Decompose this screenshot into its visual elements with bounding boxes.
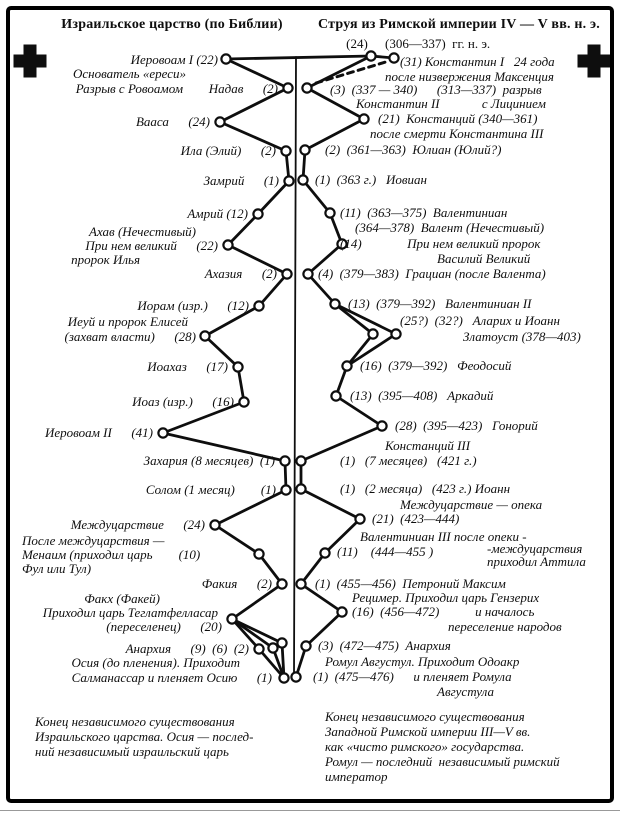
diagram-label: Приходил царь Теглатфелласар: [42, 605, 218, 620]
diagram-label: (31) Константин I 24 года: [400, 54, 555, 69]
diagram-label: Василий Великий: [437, 251, 531, 266]
diagram-label: Иоахаз (17): [147, 359, 228, 374]
edge-line: [226, 56, 371, 59]
diagram-label: Замрий (1): [203, 173, 279, 188]
diagram-label: как «чисто римского» государства.: [325, 739, 525, 754]
diagram-label: Ромул Августул. Приходит Одоакр: [325, 654, 520, 669]
reign-node-marker: [282, 269, 291, 278]
diagram-label: Надав (2): [208, 81, 278, 96]
diagram-label: Салманассар и пленяет Осию (1): [71, 670, 272, 685]
diagram-label: (306—337) гг. н. э.: [385, 36, 491, 51]
reign-node-marker: [281, 485, 290, 494]
diagram-label: Конец независимого существования: [35, 714, 235, 729]
reign-node-marker: [320, 548, 329, 557]
diagram-label: -междуцарствия: [487, 541, 583, 556]
diagram-label: после низвержения Максенция: [385, 69, 554, 84]
diagram-label: император: [325, 769, 388, 784]
reign-node-marker: [342, 361, 351, 370]
diagram-label: ний независимый израильский царь: [35, 744, 229, 759]
diagram-label: (24): [346, 36, 368, 51]
reign-node-marker: [254, 549, 263, 558]
reign-node-marker: [291, 672, 300, 681]
reign-node-marker: [254, 644, 263, 653]
diagram-label: (захват власти) (28): [64, 329, 196, 344]
diagram-label: (1) (363 г.) Иовиан: [315, 172, 427, 187]
diagram-label: (1) (7 месяцев) (421 г.): [340, 453, 477, 468]
diagram-label: Вааса (24): [135, 114, 210, 129]
diagram-label: после смерти Константина III: [370, 126, 544, 141]
reign-node-marker: [221, 54, 230, 63]
reign-node-marker: [355, 514, 364, 523]
reign-node-marker: [303, 269, 312, 278]
diagram-label: Иеуй и пророк Елисей: [67, 314, 188, 329]
reign-node-marker: [277, 579, 286, 588]
diagram-label: Солом (1 месяц) (1): [145, 482, 276, 497]
diagram-label: пророк Илья: [71, 252, 140, 267]
reign-node-marker: [366, 51, 375, 60]
reign-node-marker: [158, 428, 167, 437]
reign-node-marker: [223, 240, 232, 249]
reign-node-marker: [391, 329, 400, 338]
reign-node-marker: [296, 579, 305, 588]
diagram-label: Августула: [437, 684, 495, 699]
diagram-label: Амрий (12): [187, 206, 248, 221]
diagram-label: Ила (Элий) (2): [180, 143, 276, 158]
diagram-label: Осия (до пленения). Приходит: [71, 655, 240, 670]
cross-icon: [578, 45, 611, 78]
diagram-label: Факия (2): [201, 576, 272, 591]
diagram-label: (16) (379—392) Феодосий: [360, 358, 512, 373]
diagram-label: Иеровоам II (41): [45, 425, 153, 440]
reign-node-marker: [389, 53, 398, 62]
reign-node-marker: [302, 83, 311, 92]
diagram-label: Междуцарствие (24): [70, 517, 205, 532]
reign-node-marker: [233, 362, 242, 371]
diagram-label: Междуцарствие — опека: [400, 497, 543, 512]
diagram-label: Валентиниан III после опеки -: [360, 529, 527, 544]
reign-node-marker: [330, 299, 339, 308]
reign-node-marker: [200, 331, 209, 340]
diagram-label: Ахав (Нечестивый): [89, 224, 196, 239]
reign-node-marker: [239, 397, 248, 406]
diagram-label: Израильского царства. Осия — послед-: [35, 729, 254, 744]
reign-node-marker: [215, 117, 224, 126]
reign-node-marker: [368, 329, 377, 338]
diagram-label: Анархия (9) (6) (2): [125, 641, 249, 656]
diagram-label: Западной Римской империи III—V вв.: [325, 724, 531, 739]
diagram-label: Основатель «ереси»: [73, 66, 186, 81]
diagram-label: Иеровоам I (22): [130, 52, 218, 67]
diagram-label: Златоуст (378—403): [463, 329, 581, 344]
reign-node-marker: [279, 673, 288, 682]
diagram-label: (1) (475—476) и пленяет Ромула: [313, 669, 512, 684]
diagram-label: (переселенец) (20): [106, 619, 222, 634]
diagram-label: (11) (363—375) Валентиниан: [340, 205, 508, 220]
reign-node-marker: [283, 83, 292, 92]
reign-node-marker: [300, 145, 309, 154]
diagram-label: (25?) (32?) Аларих и Иоанн: [400, 313, 560, 328]
diagram-label: Констанций III: [385, 438, 471, 453]
diagram-label: Менаим (приходил царь (10): [22, 547, 201, 562]
diagram-label: Фул или Тул): [22, 561, 92, 576]
column-title: Израильское царство (по Библии): [61, 17, 283, 32]
diagram-label: При нем великий (22): [85, 238, 218, 253]
reign-node-marker: [296, 484, 305, 493]
diagram-label: (3) (337 — 340) (313—337) разрыв: [330, 82, 542, 97]
reign-node-marker: [331, 391, 340, 400]
diagram-label: (13) (379—392) Валентиниан II: [348, 296, 532, 311]
diagram-label: (3) (472—475) Анархия: [318, 638, 451, 653]
diagram-label: (2) (361—363) Юлиан (Юлий?): [325, 142, 502, 157]
reign-node-marker: [227, 614, 236, 623]
reign-node-marker: [284, 176, 293, 185]
reign-node-marker: [280, 456, 289, 465]
reign-node-marker: [337, 607, 346, 616]
reign-node-marker: [298, 175, 307, 184]
diagram-label: (21) Констанций (340—361): [378, 111, 538, 126]
diagram-label: приходил Аттила: [487, 554, 586, 569]
diagram-label: Факх (Факей): [84, 591, 160, 606]
diagram-label: Иоаз (изр.) (16): [132, 394, 234, 409]
reign-node-marker: [268, 643, 277, 652]
reign-node-marker: [277, 638, 286, 647]
diagram-label: Константин II с Лицинием: [356, 96, 546, 111]
cross-icon: [14, 45, 47, 78]
diagram-label: (1) (455—456) Петроний Максим: [315, 576, 506, 591]
diagram-label: (1) (2 месяца) (423 г.) Иоанн: [340, 481, 511, 496]
reign-node-marker: [301, 641, 310, 650]
diagram-label: (16) (456—472) и началось: [352, 604, 535, 619]
diagram-label: Захария (8 месяцев) (1): [143, 453, 275, 468]
reign-node-marker: [377, 421, 386, 430]
diagram-label: (4) (379—383) Грациан (после Валента): [318, 266, 546, 281]
reign-node-marker: [253, 209, 262, 218]
diagram-label: (364—378) Валент (Нечестивый): [355, 220, 545, 235]
diagram-label: Разрыв с Ровоамом: [75, 81, 183, 96]
diagram-label: (11) (444—455 ): [337, 544, 434, 559]
column-title: Струя из Римской империи IV — V вв. н. э.: [318, 17, 600, 32]
reign-node-marker: [210, 520, 219, 529]
reign-node-marker: [296, 456, 305, 465]
diagram-label: Ромул — последний независимый римский: [325, 754, 560, 769]
diagram-label: После междуцарствия —: [22, 533, 165, 548]
diagram-label: (21) (423—444): [372, 511, 460, 526]
diagram-label: (14) При нем великий пророк: [340, 236, 541, 251]
bottom-hairline: [0, 810, 620, 811]
diagram-label: (13) (395—408) Аркадий: [350, 388, 494, 403]
diagram-label: Конец независимого существования: [325, 709, 525, 724]
edge-line: [232, 619, 282, 643]
reign-node-marker: [325, 208, 334, 217]
reign-node-marker: [359, 114, 368, 123]
diagram-label: переселение народов: [448, 619, 562, 634]
reign-node-marker: [254, 301, 263, 310]
diagram-label: Иорам (изр.) (12): [137, 298, 249, 313]
reign-node-marker: [281, 146, 290, 155]
diagram-label: (28) (395—423) Гонорий: [395, 418, 538, 433]
edge-line: [215, 525, 259, 554]
diagram-label: Ахазия (2): [204, 266, 277, 281]
diagram-label: Рецимер. Приходил царь Гензерих: [352, 590, 540, 605]
